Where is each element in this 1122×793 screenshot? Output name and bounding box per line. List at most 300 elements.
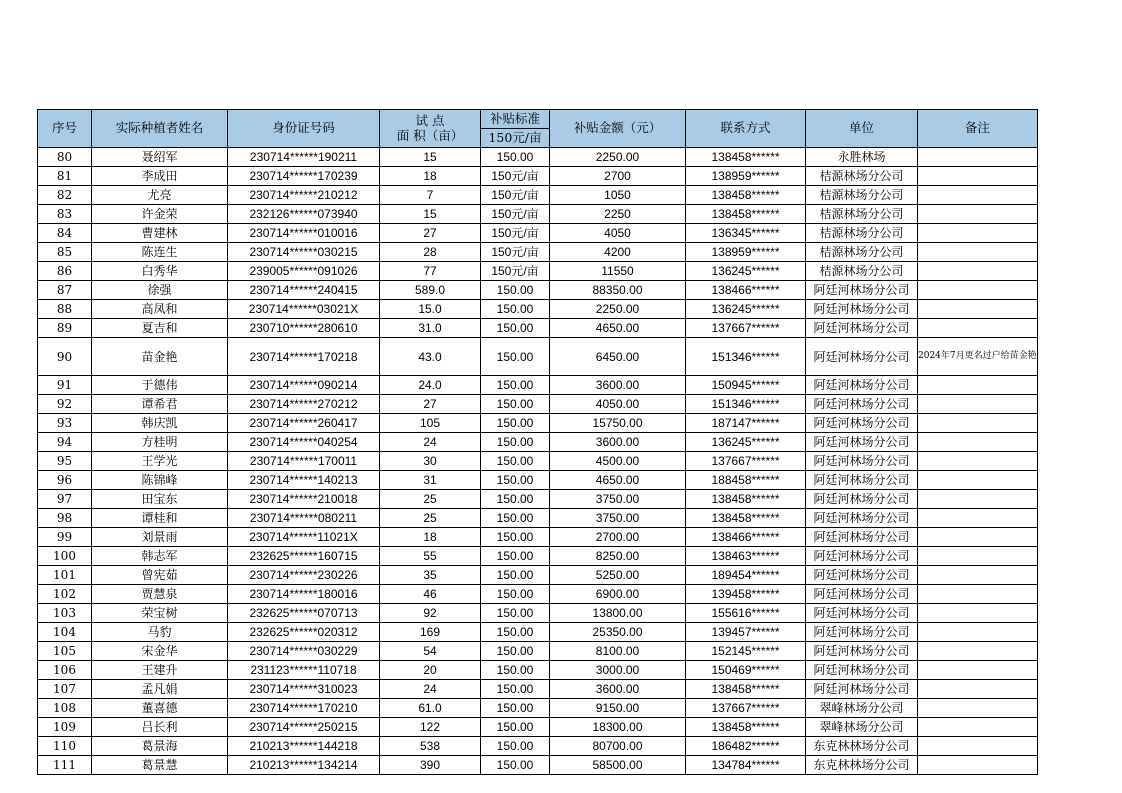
- cell-amount: 58500.00: [550, 756, 686, 775]
- cell-standard: 150元/亩: [481, 205, 550, 224]
- cell-remark: [918, 623, 1038, 642]
- cell-name: 葛景慧: [92, 756, 228, 775]
- table-row: [38, 205, 1038, 224]
- cell-seq: 92: [38, 395, 92, 414]
- cell-name: 王建升: [92, 661, 228, 680]
- table-row: [38, 224, 1038, 243]
- cell-area: 92: [380, 604, 481, 623]
- cell-area: 27: [380, 395, 481, 414]
- table-row: [38, 661, 1038, 680]
- cell-phone: 138466******: [686, 528, 806, 547]
- cell-remark: [918, 604, 1038, 623]
- cell-id: 232625******020312: [228, 623, 380, 642]
- cell-unit: 翠峰林场分公司: [806, 718, 918, 737]
- cell-unit: 阿廷河林场分公司: [806, 338, 918, 376]
- header-unit: 单位: [806, 110, 918, 148]
- cell-name: 谭希君: [92, 395, 228, 414]
- cell-amount: 4650.00: [550, 319, 686, 338]
- cell-seq: 85: [38, 243, 92, 262]
- cell-id: 230714******030215: [228, 243, 380, 262]
- cell-remark: [918, 167, 1038, 186]
- cell-id: 232126******073940: [228, 205, 380, 224]
- cell-seq: 98: [38, 509, 92, 528]
- cell-name: 尤亮: [92, 186, 228, 205]
- cell-id: 230714******210018: [228, 490, 380, 509]
- cell-area: 54: [380, 642, 481, 661]
- cell-id: 230714******190211: [228, 148, 380, 167]
- cell-standard: 150.00: [481, 395, 550, 414]
- cell-remark: [918, 433, 1038, 452]
- cell-seq: 108: [38, 699, 92, 718]
- table-row: [38, 547, 1038, 566]
- cell-remark: [918, 319, 1038, 338]
- cell-unit: 东克林林场分公司: [806, 737, 918, 756]
- cell-unit: 阿廷河林场分公司: [806, 680, 918, 699]
- cell-standard: 150元/亩: [481, 224, 550, 243]
- cell-standard: 150.00: [481, 300, 550, 319]
- cell-id: 230714******010016: [228, 224, 380, 243]
- table-row: [38, 148, 1038, 167]
- cell-unit: 阿廷河林场分公司: [806, 528, 918, 547]
- cell-standard: 150.00: [481, 414, 550, 433]
- cell-phone: 150469******: [686, 661, 806, 680]
- cell-id: 230714******170218: [228, 338, 380, 376]
- table-row: [38, 566, 1038, 585]
- cell-standard: 150.00: [481, 319, 550, 338]
- cell-unit: 阿廷河林场分公司: [806, 376, 918, 395]
- table-row: [38, 528, 1038, 547]
- cell-name: 葛景海: [92, 737, 228, 756]
- cell-id: 230710******280610: [228, 319, 380, 338]
- cell-remark: [918, 642, 1038, 661]
- cell-area: 30: [380, 452, 481, 471]
- cell-name: 陈锦峰: [92, 471, 228, 490]
- cell-phone: 138458******: [686, 148, 806, 167]
- cell-standard: 150.00: [481, 585, 550, 604]
- cell-amount: 4650.00: [550, 471, 686, 490]
- cell-amount: 13800.00: [550, 604, 686, 623]
- cell-unit: 永胜林场: [806, 148, 918, 167]
- cell-seq: 103: [38, 604, 92, 623]
- cell-remark: [918, 756, 1038, 775]
- cell-standard: 150.00: [481, 756, 550, 775]
- cell-remark: [918, 452, 1038, 471]
- cell-remark: [918, 547, 1038, 566]
- cell-amount: 5250.00: [550, 566, 686, 585]
- cell-id: 230714******040254: [228, 433, 380, 452]
- cell-phone: 138458******: [686, 186, 806, 205]
- cell-amount: 15750.00: [550, 414, 686, 433]
- cell-amount: 80700.00: [550, 737, 686, 756]
- cell-name: 贾慧泉: [92, 585, 228, 604]
- cell-unit: 阿廷河林场分公司: [806, 547, 918, 566]
- cell-seq: 97: [38, 490, 92, 509]
- cell-name: 田宝东: [92, 490, 228, 509]
- cell-seq: 81: [38, 167, 92, 186]
- cell-seq: 99: [38, 528, 92, 547]
- cell-amount: 6450.00: [550, 338, 686, 376]
- table-row: [38, 699, 1038, 718]
- cell-unit: 阿廷河林场分公司: [806, 281, 918, 300]
- cell-name: 聂绍军: [92, 148, 228, 167]
- cell-id: 230714******260417: [228, 414, 380, 433]
- cell-area: 77: [380, 262, 481, 281]
- cell-standard: 150.00: [481, 642, 550, 661]
- table-row: [38, 718, 1038, 737]
- table-row: [38, 737, 1038, 756]
- cell-name: 孟凡娟: [92, 680, 228, 699]
- cell-standard: 150.00: [481, 528, 550, 547]
- cell-remark: [918, 737, 1038, 756]
- cell-area: 15: [380, 148, 481, 167]
- header-area-line1: 试 点: [415, 113, 445, 129]
- cell-seq: 86: [38, 262, 92, 281]
- cell-area: 18: [380, 167, 481, 186]
- cell-id: 230714******090214: [228, 376, 380, 395]
- cell-name: 许金荣: [92, 205, 228, 224]
- cell-unit: 阿廷河林场分公司: [806, 319, 918, 338]
- cell-unit: 阿廷河林场分公司: [806, 509, 918, 528]
- cell-standard: 150.00: [481, 452, 550, 471]
- table-row: [38, 281, 1038, 300]
- cell-amount: 3600.00: [550, 680, 686, 699]
- cell-name: 高凤和: [92, 300, 228, 319]
- cell-remark: [918, 585, 1038, 604]
- cell-area: 15.0: [380, 300, 481, 319]
- cell-phone: 151346******: [686, 395, 806, 414]
- cell-seq: 95: [38, 452, 92, 471]
- cell-area: 31: [380, 471, 481, 490]
- cell-remark: [918, 718, 1038, 737]
- cell-remark: [918, 243, 1038, 262]
- table-row: [38, 167, 1038, 186]
- cell-standard: 150元/亩: [481, 262, 550, 281]
- header-phone: 联系方式: [686, 110, 806, 148]
- cell-area: 43.0: [380, 338, 481, 376]
- table-row: [38, 509, 1038, 528]
- cell-standard: 150元/亩: [481, 243, 550, 262]
- cell-remark: [918, 699, 1038, 718]
- cell-seq: 109: [38, 718, 92, 737]
- cell-standard: 150.00: [481, 566, 550, 585]
- cell-id: 230714******240415: [228, 281, 380, 300]
- cell-unit: 阿廷河林场分公司: [806, 623, 918, 642]
- cell-phone: 187147******: [686, 414, 806, 433]
- cell-remark: 2024年7月更名过户给苗金艳: [918, 338, 1038, 376]
- table-row: [38, 376, 1038, 395]
- cell-name: 王学光: [92, 452, 228, 471]
- cell-unit: 桔源林场分公司: [806, 167, 918, 186]
- cell-standard: 150.00: [481, 737, 550, 756]
- cell-area: 15: [380, 205, 481, 224]
- cell-standard: 150.00: [481, 547, 550, 566]
- cell-unit: 阿廷河林场分公司: [806, 642, 918, 661]
- cell-amount: 4050: [550, 224, 686, 243]
- cell-phone: 139457******: [686, 623, 806, 642]
- cell-remark: [918, 281, 1038, 300]
- cell-area: 18: [380, 528, 481, 547]
- header-area: [380, 110, 481, 148]
- cell-unit: 阿廷河林场分公司: [806, 300, 918, 319]
- cell-remark: [918, 414, 1038, 433]
- cell-id: 232625******070713: [228, 604, 380, 623]
- cell-seq: 80: [38, 148, 92, 167]
- header-id: 身份证号码: [228, 110, 380, 148]
- cell-area: 25: [380, 509, 481, 528]
- cell-name: 夏吉和: [92, 319, 228, 338]
- cell-unit: 阿廷河林场分公司: [806, 452, 918, 471]
- cell-id: 230714******140213: [228, 471, 380, 490]
- table-row: [38, 414, 1038, 433]
- cell-standard: 150元/亩: [481, 167, 550, 186]
- cell-name: 陈连生: [92, 243, 228, 262]
- header-standard: 补贴标准: [481, 110, 550, 129]
- cell-remark: [918, 376, 1038, 395]
- table-row: [38, 680, 1038, 699]
- cell-amount: 88350.00: [550, 281, 686, 300]
- cell-phone: 138959******: [686, 243, 806, 262]
- table-row: [38, 585, 1038, 604]
- cell-seq: 90: [38, 338, 92, 376]
- cell-unit: 阿廷河林场分公司: [806, 585, 918, 604]
- cell-remark: [918, 224, 1038, 243]
- table-row: [38, 490, 1038, 509]
- cell-id: 230714******080211: [228, 509, 380, 528]
- header-name: 实际种植者姓名: [92, 110, 228, 148]
- cell-name: 马豹: [92, 623, 228, 642]
- table-row: [38, 338, 1038, 376]
- cell-amount: 4200: [550, 243, 686, 262]
- cell-standard: 150元/亩: [481, 186, 550, 205]
- header-seq: 序号: [38, 110, 92, 148]
- cell-phone: 138458******: [686, 718, 806, 737]
- cell-name: 吕长利: [92, 718, 228, 737]
- cell-area: 105: [380, 414, 481, 433]
- cell-area: 25: [380, 490, 481, 509]
- cell-seq: 93: [38, 414, 92, 433]
- cell-phone: 136345******: [686, 224, 806, 243]
- cell-amount: 2250.00: [550, 300, 686, 319]
- cell-name: 韩庆凯: [92, 414, 228, 433]
- cell-name: 刘景雨: [92, 528, 228, 547]
- cell-id: 230714******170239: [228, 167, 380, 186]
- cell-phone: 188458******: [686, 471, 806, 490]
- cell-id: 239005******091026: [228, 262, 380, 281]
- table-row: [38, 471, 1038, 490]
- table-row: [38, 243, 1038, 262]
- cell-area: 538: [380, 737, 481, 756]
- cell-seq: 91: [38, 376, 92, 395]
- cell-seq: 110: [38, 737, 92, 756]
- table-row: [38, 452, 1038, 471]
- cell-phone: 137667******: [686, 319, 806, 338]
- cell-area: 46: [380, 585, 481, 604]
- cell-remark: [918, 566, 1038, 585]
- cell-remark: [918, 395, 1038, 414]
- cell-remark: [918, 300, 1038, 319]
- table-row: [38, 300, 1038, 319]
- cell-remark: [918, 186, 1038, 205]
- cell-amount: 1050: [550, 186, 686, 205]
- cell-id: 230714******170210: [228, 699, 380, 718]
- cell-id: 210213******144218: [228, 737, 380, 756]
- cell-phone: 152145******: [686, 642, 806, 661]
- cell-phone: 137667******: [686, 452, 806, 471]
- cell-phone: 155616******: [686, 604, 806, 623]
- cell-seq: 94: [38, 433, 92, 452]
- cell-id: 230714******030229: [228, 642, 380, 661]
- header-remark: 备注: [918, 110, 1038, 148]
- cell-amount: 9150.00: [550, 699, 686, 718]
- cell-amount: 3750.00: [550, 509, 686, 528]
- cell-standard: 150.00: [481, 490, 550, 509]
- cell-seq: 87: [38, 281, 92, 300]
- cell-phone: 136245******: [686, 433, 806, 452]
- cell-amount: 2700.00: [550, 528, 686, 547]
- cell-name: 曹建林: [92, 224, 228, 243]
- cell-amount: 2250: [550, 205, 686, 224]
- cell-remark: [918, 490, 1038, 509]
- cell-phone: 186482******: [686, 737, 806, 756]
- cell-name: 荣宝树: [92, 604, 228, 623]
- cell-phone: 150945******: [686, 376, 806, 395]
- cell-name: 谭桂和: [92, 509, 228, 528]
- cell-amount: 2250.00: [550, 148, 686, 167]
- cell-remark: [918, 528, 1038, 547]
- cell-standard: 150.00: [481, 509, 550, 528]
- cell-area: 24: [380, 433, 481, 452]
- cell-remark: [918, 680, 1038, 699]
- cell-standard: 150.00: [481, 661, 550, 680]
- cell-standard: 150.00: [481, 623, 550, 642]
- table-row: [38, 642, 1038, 661]
- table-row: [38, 604, 1038, 623]
- cell-seq: 111: [38, 756, 92, 775]
- cell-id: 230714******230226: [228, 566, 380, 585]
- cell-area: 7: [380, 186, 481, 205]
- cell-phone: 136245******: [686, 262, 806, 281]
- cell-id: 230714******210212: [228, 186, 380, 205]
- cell-id: 230714******11021X: [228, 528, 380, 547]
- cell-amount: 11550: [550, 262, 686, 281]
- cell-area: 122: [380, 718, 481, 737]
- cell-id: 230714******250215: [228, 718, 380, 737]
- cell-phone: 134784******: [686, 756, 806, 775]
- cell-amount: 8250.00: [550, 547, 686, 566]
- cell-name: 白秀华: [92, 262, 228, 281]
- cell-amount: 3600.00: [550, 376, 686, 395]
- cell-phone: 151346******: [686, 338, 806, 376]
- cell-unit: 阿廷河林场分公司: [806, 433, 918, 452]
- cell-name: 于德伟: [92, 376, 228, 395]
- cell-area: 24: [380, 680, 481, 699]
- cell-seq: 107: [38, 680, 92, 699]
- cell-unit: 阿廷河林场分公司: [806, 566, 918, 585]
- cell-seq: 100: [38, 547, 92, 566]
- cell-remark: [918, 205, 1038, 224]
- header-standard-unit: 150元/亩: [481, 129, 550, 148]
- cell-name: 方桂明: [92, 433, 228, 452]
- cell-name: 宋金华: [92, 642, 228, 661]
- cell-phone: 138959******: [686, 167, 806, 186]
- cell-area: 390: [380, 756, 481, 775]
- cell-seq: 101: [38, 566, 92, 585]
- cell-area: 61.0: [380, 699, 481, 718]
- cell-area: 35: [380, 566, 481, 585]
- cell-standard: 150.00: [481, 281, 550, 300]
- cell-unit: 桔源林场分公司: [806, 186, 918, 205]
- cell-area: 169: [380, 623, 481, 642]
- cell-phone: 138466******: [686, 281, 806, 300]
- cell-unit: 桔源林场分公司: [806, 262, 918, 281]
- cell-id: 230714******170011: [228, 452, 380, 471]
- cell-area: 31.0: [380, 319, 481, 338]
- cell-remark: [918, 471, 1038, 490]
- cell-remark: [918, 509, 1038, 528]
- cell-id: 210213******134214: [228, 756, 380, 775]
- header-area-line2: 面 积（亩）: [396, 127, 464, 143]
- cell-unit: 阿廷河林场分公司: [806, 490, 918, 509]
- cell-phone: 189454******: [686, 566, 806, 585]
- subsidy-table: [37, 109, 1038, 775]
- cell-phone: 138458******: [686, 509, 806, 528]
- header-amount: 补贴金额（元）: [550, 110, 686, 148]
- cell-amount: 4050.00: [550, 395, 686, 414]
- cell-standard: 150.00: [481, 433, 550, 452]
- cell-standard: 150.00: [481, 376, 550, 395]
- cell-seq: 104: [38, 623, 92, 642]
- table-row: [38, 433, 1038, 452]
- cell-amount: 25350.00: [550, 623, 686, 642]
- cell-amount: 3750.00: [550, 490, 686, 509]
- cell-area: 24.0: [380, 376, 481, 395]
- cell-phone: 137667******: [686, 699, 806, 718]
- cell-seq: 88: [38, 300, 92, 319]
- cell-amount: 3000.00: [550, 661, 686, 680]
- cell-standard: 150.00: [481, 680, 550, 699]
- cell-amount: 6900.00: [550, 585, 686, 604]
- cell-unit: 东克林林场分公司: [806, 756, 918, 775]
- cell-standard: 150.00: [481, 338, 550, 376]
- cell-amount: 4500.00: [550, 452, 686, 471]
- cell-seq: 83: [38, 205, 92, 224]
- cell-name: 韩志军: [92, 547, 228, 566]
- cell-seq: 102: [38, 585, 92, 604]
- cell-area: 589.0: [380, 281, 481, 300]
- table-header: [38, 110, 1038, 148]
- cell-phone: 138458******: [686, 490, 806, 509]
- cell-id: 230714******03021X: [228, 300, 380, 319]
- table-row: [38, 262, 1038, 281]
- cell-amount: 18300.00: [550, 718, 686, 737]
- cell-unit: 桔源林场分公司: [806, 205, 918, 224]
- cell-phone: 139458******: [686, 585, 806, 604]
- cell-unit: 阿廷河林场分公司: [806, 471, 918, 490]
- cell-unit: 阿廷河林场分公司: [806, 395, 918, 414]
- cell-id: 230714******270212: [228, 395, 380, 414]
- cell-id: 232625******160715: [228, 547, 380, 566]
- cell-name: 董喜德: [92, 699, 228, 718]
- cell-remark: [918, 661, 1038, 680]
- cell-seq: 82: [38, 186, 92, 205]
- cell-standard: 150.00: [481, 718, 550, 737]
- cell-unit: 阿廷河林场分公司: [806, 414, 918, 433]
- cell-unit: 阿廷河林场分公司: [806, 661, 918, 680]
- cell-name: 李成田: [92, 167, 228, 186]
- cell-seq: 84: [38, 224, 92, 243]
- cell-standard: 150.00: [481, 471, 550, 490]
- cell-phone: 138463******: [686, 547, 806, 566]
